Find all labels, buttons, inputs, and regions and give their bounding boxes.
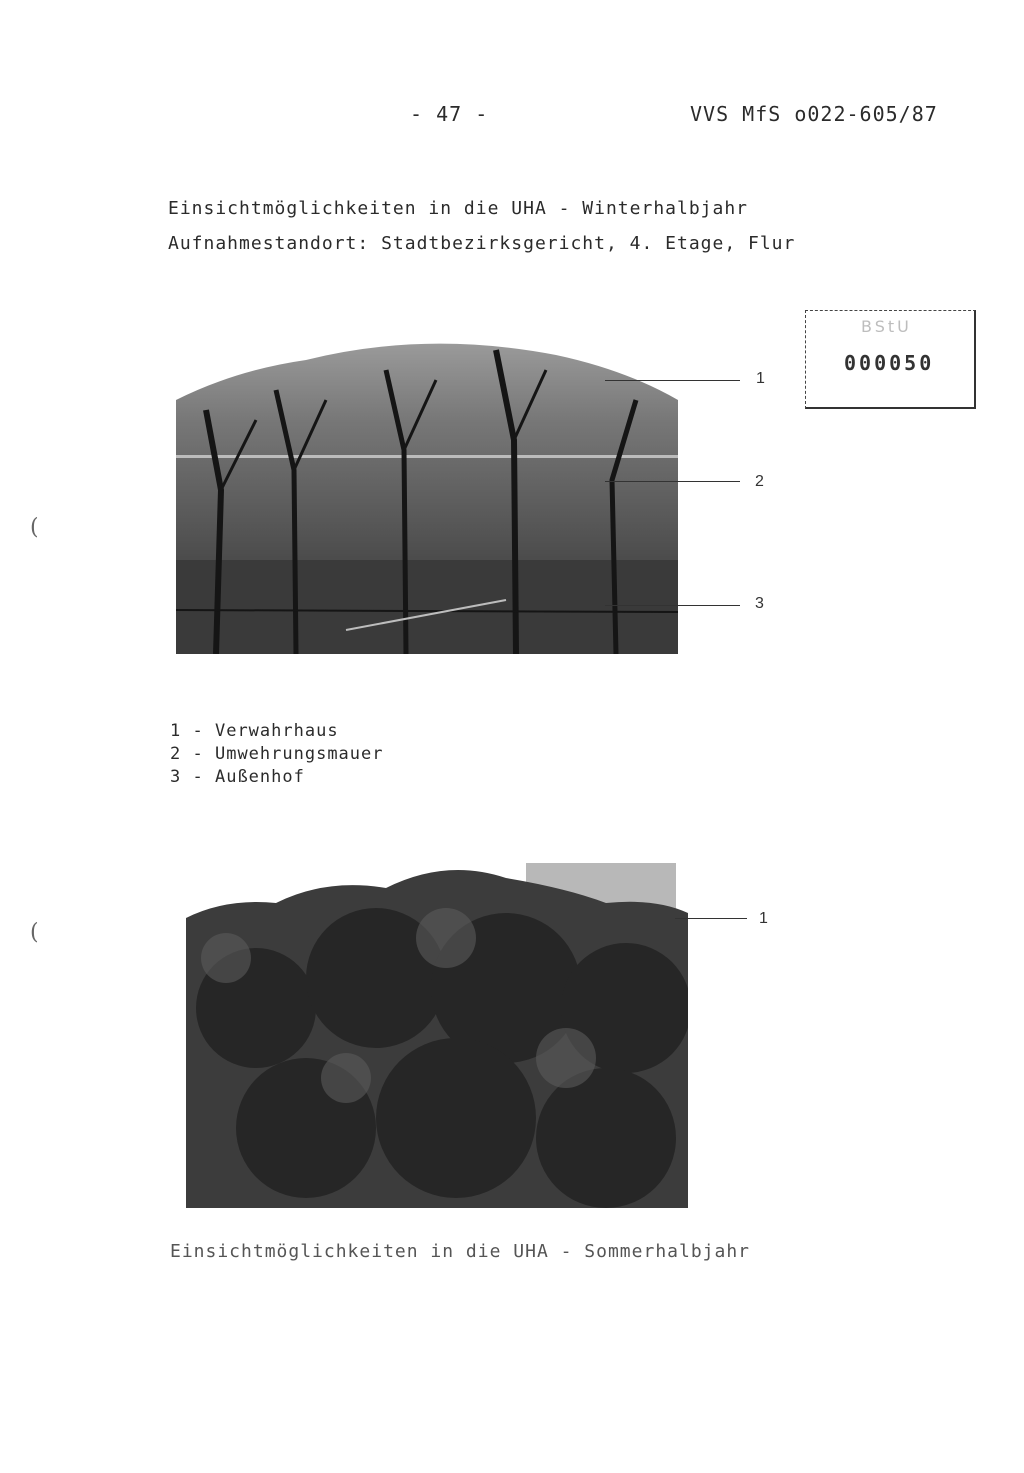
legend-text: Außenhof [214, 767, 305, 787]
legend-text: Verwahrhaus [214, 721, 339, 741]
legend-num: 2 [170, 744, 182, 764]
margin-mark: ( [30, 920, 39, 945]
legend-num: 1 [170, 721, 182, 741]
page-number: - 47 - [410, 102, 489, 126]
arrow-2-winter [605, 481, 740, 482]
marker-2-winter: 2 [755, 473, 764, 490]
legend-item: 1 - Verwahrhaus [170, 721, 339, 741]
legend-item: 2 - Umwehrungsmauer [170, 744, 384, 764]
marker-1-winter: 1 [756, 370, 765, 387]
heading-location: Aufnahmestandort: Stadtbezirksgericht, 4. Etage, Flur [168, 233, 796, 254]
arrow-1-summer [675, 918, 747, 919]
document-reference: VVS MfS o022-605/87 [690, 102, 938, 126]
stamp-label: BStU [861, 317, 912, 336]
margin-mark: ( [30, 515, 39, 540]
caption-summer: Einsichtmöglichkeiten in die UHA - Sommerhalbjahr [170, 1241, 751, 1262]
marker-1-summer: 1 [759, 910, 768, 927]
stamp-number: 000050 [844, 351, 935, 375]
legend-num: 3 [170, 767, 182, 787]
legend-item: 3 - Außenhof [170, 767, 305, 787]
arrow-3-winter [605, 605, 740, 606]
photo-summer-view [186, 858, 688, 1208]
arrow-1-winter [605, 380, 740, 381]
archive-stamp [805, 310, 976, 409]
photo-winter-view [176, 330, 678, 654]
legend-text: Umwehrungsmauer [214, 744, 384, 764]
legend [170, 720, 384, 789]
heading-winter: Einsichtmöglichkeiten in die UHA - Winterhalbjahr [168, 198, 749, 219]
marker-3-winter: 3 [755, 595, 764, 612]
